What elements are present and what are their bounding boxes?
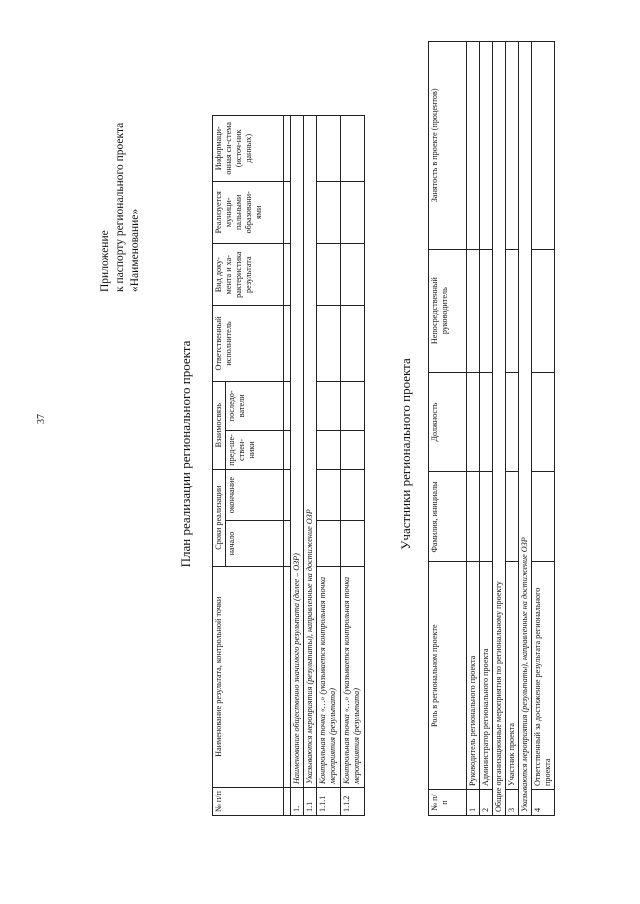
plan-header-name: Наименование результата, контрольной точки	[213, 566, 284, 788]
participants-row-role: Руководитель регионального проекта	[467, 562, 480, 790]
attachment-line-1: Приложение	[99, 230, 111, 292]
plan-row	[317, 116, 341, 816]
participants-row-role: Ответственный за достижение результата регионального проекта	[532, 562, 555, 790]
participants-header-fio: Фамилия, инициалы	[429, 472, 467, 562]
plan-header-realized: Реализуется муници-пальными образовани-ями	[213, 181, 284, 243]
plan-row-name: Указываются мероприятия (результаты), направленные на достижение ОЗР	[304, 116, 317, 788]
plan-row	[304, 116, 317, 816]
plan-header-terms: Сроки реализации	[213, 469, 226, 566]
plan-header-pred: пред-ше-ствен-ники	[226, 431, 284, 470]
participants-header-row	[429, 42, 467, 816]
participants-header-role: Роль в региональном проекте	[429, 562, 467, 790]
participants-row	[506, 42, 519, 816]
participants-header-employment: Занятость в проекте (процентов)	[429, 42, 467, 250]
plan-row-num: 1.1	[304, 788, 317, 816]
attachment-line-2: к паспорту регионального проекта	[114, 122, 126, 292]
plan-row-name: Контрольная точка «…» (указывается контрольная точка мероприятия (результата)	[317, 566, 341, 788]
attachment-note	[98, 92, 143, 292]
plan-header-start: начало	[226, 521, 284, 566]
attachment-line-3: «Наименование»	[129, 208, 141, 292]
page-number: 37	[36, 414, 47, 424]
participants-table	[428, 41, 555, 816]
plan-row-num: 1.1.1	[317, 788, 341, 816]
plan-row	[291, 116, 304, 816]
participants-header-position: Должность	[429, 372, 467, 472]
plan-row-name: Контрольная точка «…» (указывается контрольная точка мероприятия (результата)	[341, 566, 365, 788]
plan-header-succ: последо-ватели	[226, 381, 284, 430]
participants-row-num: 1	[467, 790, 480, 816]
plan-row-num: 1.1.2	[341, 788, 365, 816]
participants-row-role: Указываются мероприятия (результаты), направленные на достижение ОЗР	[519, 42, 532, 816]
participants-row-role: Общие организационные мероприятия по региональному проекту	[493, 42, 506, 816]
plan-header-info: Информаци-онная си-стема (источ-ник данных)	[213, 116, 284, 182]
plan-row-name: Наименование общественно значимого результата (далее – ОЗР)	[291, 116, 304, 788]
participants-row-role: Администратор регионального проекта	[480, 562, 493, 790]
participants-row	[532, 42, 555, 816]
plan-header-end: окончание	[226, 469, 284, 521]
participants-row-num: 3	[506, 790, 519, 816]
participants-title: Участники регионального проекта	[398, 358, 413, 550]
plan-index-row	[284, 116, 291, 816]
participants-row-num: 4	[532, 790, 555, 816]
participants-row	[480, 42, 493, 816]
plan-header-doc: Вид доку-мента и ха-рактеристика результата	[213, 244, 284, 306]
plan-title: План реализации регионального проекта	[178, 340, 193, 568]
participants-row	[493, 42, 506, 816]
participants-header-num: № п/п	[429, 790, 467, 816]
plan-header-relation: Взаимосвязь	[213, 381, 226, 469]
participants-row	[467, 42, 480, 816]
participants-row-role: Участник проекта	[506, 562, 519, 790]
plan-row-num: 1.	[291, 788, 304, 816]
plan-header-row	[213, 116, 226, 816]
participants-header-supervisor: Непосредственный руководитель	[429, 249, 467, 372]
plan-table	[212, 115, 365, 816]
plan-header-responsible: Ответственный исполнитель	[213, 306, 284, 381]
plan-header-num: № п/п	[213, 788, 284, 816]
plan-row	[341, 116, 365, 816]
participants-row-num: 2	[480, 790, 493, 816]
participants-row	[519, 42, 532, 816]
